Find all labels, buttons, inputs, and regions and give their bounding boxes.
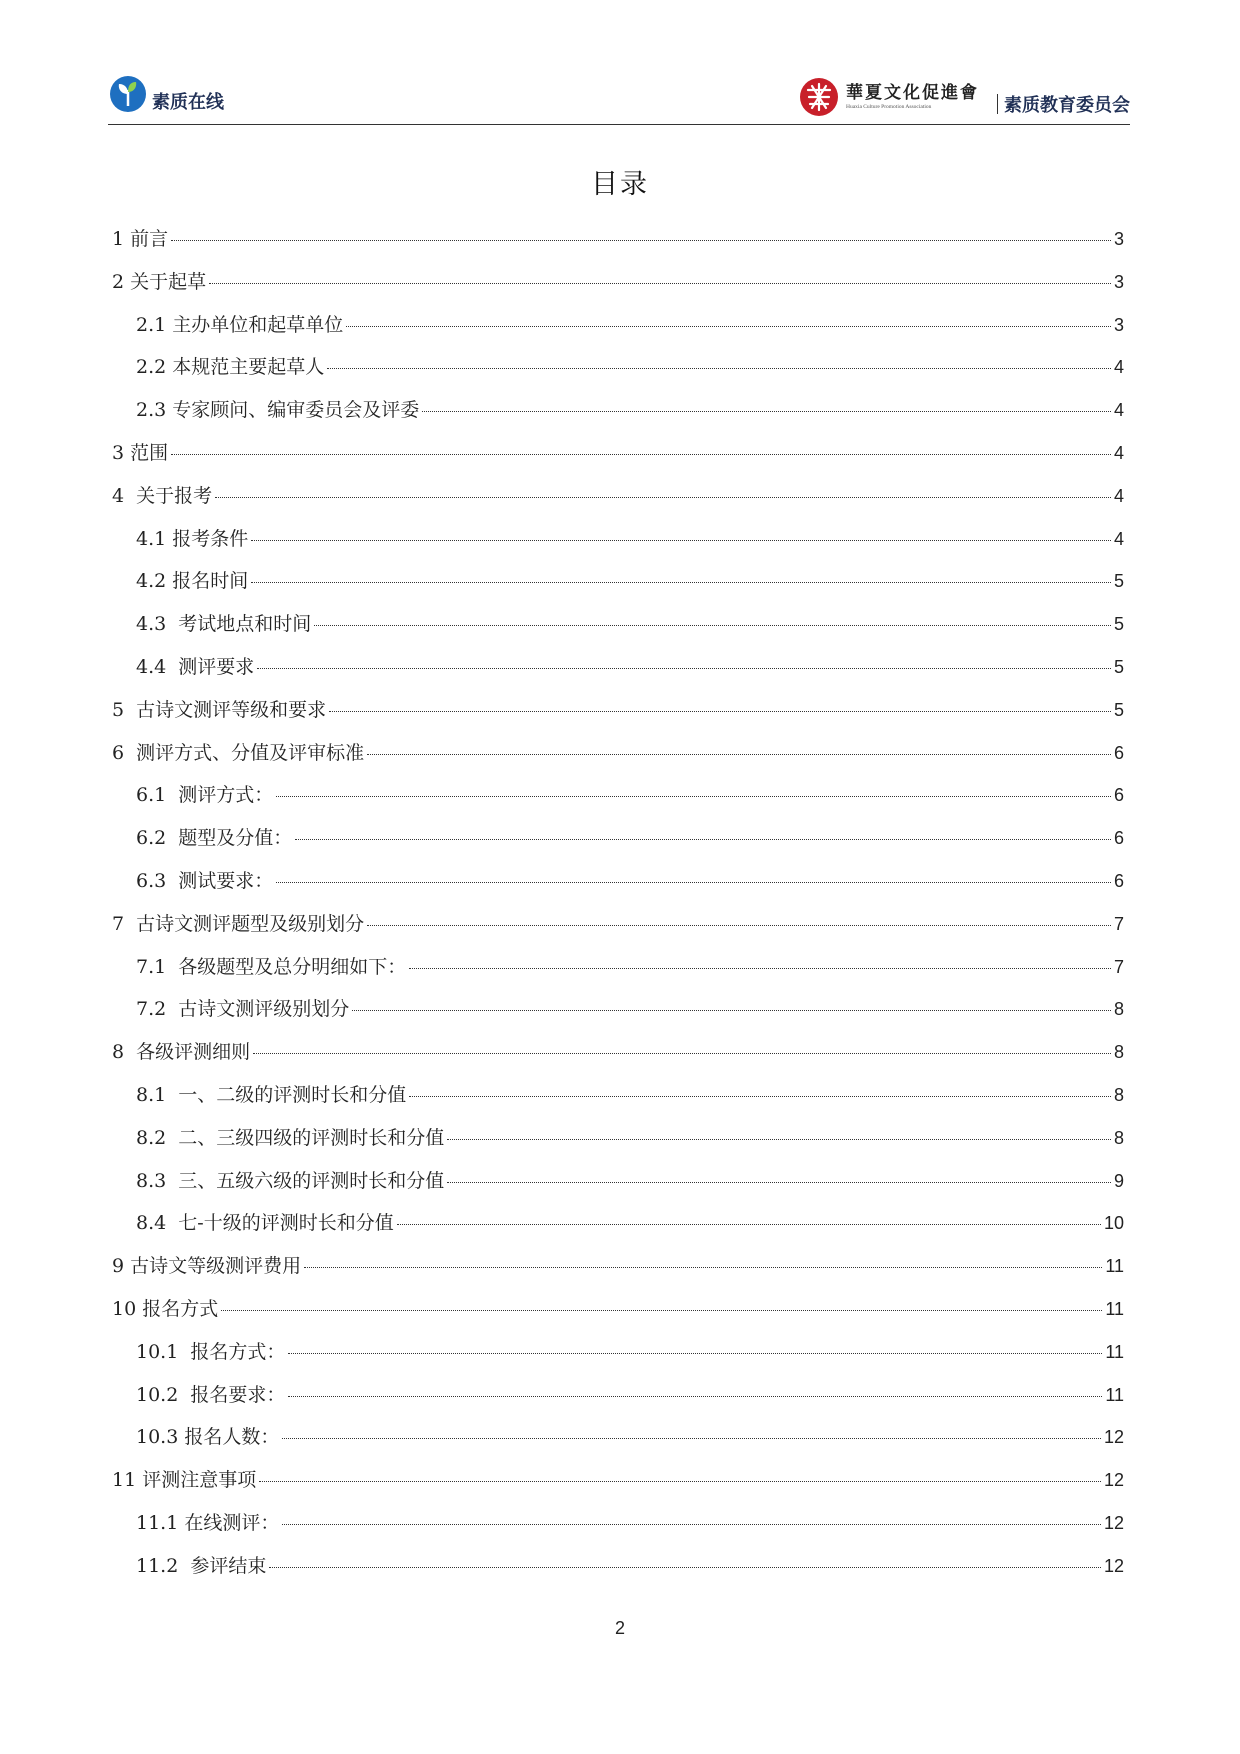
toc-entry-label: 3 范围 <box>112 441 169 464</box>
toc-entry-label: 4 关于报考 <box>112 484 213 507</box>
toc-entry-page: 6 <box>1113 870 1124 891</box>
toc-entry[interactable] <box>112 566 1124 609</box>
toc-entry-page: 6 <box>1113 742 1124 763</box>
right-brand <box>798 76 1130 118</box>
toc-entry-label: 6.3 测试要求： <box>136 869 274 892</box>
toc-entry[interactable] <box>112 1294 1124 1337</box>
toc-dot-leader <box>282 1524 1101 1525</box>
toc-entry[interactable] <box>112 1380 1124 1423</box>
association-seal-icon <box>798 76 840 118</box>
toc-entry-page: 5 <box>1113 614 1124 635</box>
toc-entry-page: 8 <box>1113 1084 1124 1105</box>
toc-entry-page: 8 <box>1113 1042 1124 1063</box>
toc-entry-label: 6 测评方式、分值及评审标准 <box>112 741 365 764</box>
toc-dot-leader <box>251 540 1111 541</box>
toc-entry-page: 3 <box>1113 229 1124 249</box>
toc-entry[interactable] <box>112 1208 1124 1251</box>
toc-dot-leader <box>269 1567 1101 1568</box>
toc-entry-page: 4 <box>1113 442 1124 463</box>
toc-entry[interactable] <box>112 267 1124 310</box>
sprout-logo-icon <box>108 74 148 114</box>
toc-entry[interactable] <box>112 438 1124 481</box>
toc-entry-page: 4 <box>1113 400 1124 421</box>
toc-entry-page: 4 <box>1113 485 1124 506</box>
toc-entry-label: 8.2 二、三级四级的评测时长和分值 <box>136 1126 445 1149</box>
toc-entry-page: 7 <box>1113 956 1124 977</box>
toc-entry[interactable] <box>112 395 1124 438</box>
toc-dot-leader <box>304 1267 1102 1268</box>
toc-entry[interactable] <box>112 1037 1124 1080</box>
page-title: 目录 <box>591 169 649 200</box>
toc-dot-leader <box>282 1438 1101 1439</box>
toc-entry-page: 9 <box>1113 1170 1124 1191</box>
toc-entry-label: 2 关于起草 <box>112 270 207 293</box>
toc-entry-page: 11 <box>1105 1384 1124 1405</box>
toc-entry-page: 11 <box>1105 1298 1124 1319</box>
toc-entry-label: 6.1 测评方式： <box>136 784 274 807</box>
toc-entry-page: 11 <box>1105 1341 1124 1362</box>
toc-entry-label: 5 古诗文测评等级和要求 <box>112 698 327 721</box>
table-of-contents <box>112 224 1124 1594</box>
toc-dot-leader <box>209 283 1111 284</box>
toc-entry-label: 2.3 专家顾问、编审委员会及评委 <box>136 399 420 422</box>
association-name-en: Huaxia Culture Promotion Association <box>846 104 932 110</box>
toc-dot-leader <box>171 454 1111 455</box>
toc-entry-label: 4.1 报考条件 <box>136 527 249 550</box>
toc-entry[interactable] <box>112 352 1124 395</box>
toc-dot-leader <box>221 1310 1102 1311</box>
toc-entry-page: 11 <box>1105 1256 1124 1277</box>
toc-entry-label: 7 古诗文测评题型及级别划分 <box>112 912 365 935</box>
toc-entry-page: 10 <box>1103 1213 1124 1234</box>
toc-entry-label: 10.1 报名方式： <box>136 1340 286 1363</box>
toc-entry[interactable] <box>112 1251 1124 1294</box>
toc-entry-label: 8.1 一、二级的评测时长和分值 <box>136 1083 407 1106</box>
toc-entry-label: 8.4 七-十级的评测时长和分值 <box>136 1212 394 1235</box>
toc-entry[interactable] <box>112 1123 1124 1166</box>
toc-entry-label: 6.2 题型及分值： <box>136 827 293 850</box>
toc-entry-label: 11 评测注意事项 <box>112 1469 257 1492</box>
toc-dot-leader <box>276 796 1111 797</box>
toc-entry-page: 4 <box>1113 357 1124 378</box>
toc-entry-label: 7.1 各级题型及总分明细如下： <box>136 955 407 978</box>
toc-dot-leader <box>288 1353 1102 1354</box>
toc-entry[interactable] <box>112 524 1124 567</box>
toc-entry-page: 6 <box>1113 785 1124 806</box>
toc-entry-page: 5 <box>1113 571 1124 592</box>
toc-entry-page: 5 <box>1113 699 1124 720</box>
toc-entry-page: 3 <box>1113 314 1124 335</box>
toc-dot-leader <box>327 368 1111 369</box>
toc-entry-label: 7.2 古诗文测评级别划分 <box>136 998 350 1021</box>
toc-entry-label: 11.2 参评结束 <box>136 1554 267 1577</box>
toc-dot-leader <box>288 1396 1102 1397</box>
page-header <box>108 72 1130 126</box>
toc-dot-leader <box>314 625 1111 626</box>
brand-name: 素质在线 <box>152 92 224 113</box>
toc-entry[interactable] <box>112 1166 1124 1209</box>
toc-entry[interactable] <box>112 823 1124 866</box>
toc-entry[interactable] <box>112 609 1124 652</box>
toc-entry-label: 4.4 测评要求 <box>136 655 255 678</box>
toc-dot-leader <box>352 1010 1111 1011</box>
toc-entry-page: 4 <box>1113 528 1124 549</box>
toc-entry-label: 9 古诗文等级测评费用 <box>112 1255 302 1278</box>
toc-entry-page: 12 <box>1103 1470 1124 1491</box>
toc-dot-leader <box>447 1182 1111 1183</box>
toc-entry-page: 12 <box>1103 1512 1124 1533</box>
toc-dot-leader <box>409 1096 1111 1097</box>
toc-entry[interactable] <box>112 994 1124 1037</box>
toc-dot-leader <box>397 1224 1101 1225</box>
toc-entry-label: 11.1 在线测评： <box>136 1511 280 1534</box>
toc-entry-label: 8.3 三、五级六级的评测时长和分值 <box>136 1169 445 1192</box>
page-number: 2 <box>614 1618 625 1638</box>
toc-entry-page: 3 <box>1113 271 1124 292</box>
header-rule <box>108 124 1130 125</box>
toc-entry[interactable] <box>112 224 1124 267</box>
toc-entry-label: 4.3 考试地点和时间 <box>136 613 312 636</box>
toc-entry[interactable] <box>112 738 1124 781</box>
toc-entry-label: 1 前言 <box>112 228 169 250</box>
committee-name: 素质教育委员会 <box>1004 95 1130 116</box>
toc-entry-label: 8 各级评测细则 <box>112 1041 251 1064</box>
toc-entry-page: 6 <box>1113 828 1124 849</box>
toc-entry[interactable] <box>112 310 1124 353</box>
toc-dot-leader <box>409 968 1111 969</box>
toc-entry-label: 10.3 报名人数： <box>136 1426 280 1449</box>
toc-dot-leader <box>329 711 1111 712</box>
toc-entry[interactable] <box>112 1422 1124 1465</box>
toc-entry[interactable] <box>112 780 1124 823</box>
toc-entry-page: 12 <box>1103 1427 1124 1448</box>
toc-entry-page: 8 <box>1113 1127 1124 1148</box>
toc-entry[interactable] <box>112 481 1124 524</box>
toc-dot-leader <box>251 582 1111 583</box>
toc-entry-label: 4.2 报名时间 <box>136 570 249 593</box>
toc-dot-leader <box>422 411 1111 412</box>
toc-entry-label: 2.1 主办单位和起草单位 <box>136 313 344 336</box>
toc-dot-leader <box>276 882 1111 883</box>
association-name: 華夏文化促進會 <box>846 83 979 103</box>
toc-entry[interactable] <box>112 1508 1124 1551</box>
toc-entry-page: 7 <box>1113 913 1124 934</box>
toc-entry-label: 10.2 报名要求： <box>136 1383 286 1406</box>
toc-entry[interactable] <box>112 909 1124 952</box>
toc-entry[interactable] <box>112 1465 1124 1508</box>
toc-dot-leader <box>367 754 1111 755</box>
toc-entry[interactable] <box>112 695 1124 738</box>
toc-entry[interactable] <box>112 866 1124 909</box>
toc-entry[interactable] <box>112 652 1124 695</box>
toc-dot-leader <box>171 240 1111 241</box>
toc-entry-page: 5 <box>1113 656 1124 677</box>
toc-dot-leader <box>295 839 1111 840</box>
toc-dot-leader <box>346 326 1111 327</box>
toc-dot-leader <box>253 1053 1111 1054</box>
toc-entry[interactable] <box>112 952 1124 995</box>
toc-entry-page: 8 <box>1113 999 1124 1020</box>
toc-entry-label: 2.2 本规范主要起草人 <box>136 356 325 379</box>
toc-dot-leader <box>257 668 1111 669</box>
toc-dot-leader <box>447 1139 1111 1140</box>
toc-dot-leader <box>215 497 1111 498</box>
toc-entry[interactable] <box>112 1551 1124 1594</box>
toc-entry-label: 10 报名方式 <box>112 1297 219 1320</box>
header-divider <box>997 94 998 114</box>
toc-dot-leader <box>259 1481 1101 1482</box>
toc-dot-leader <box>367 925 1111 926</box>
left-brand <box>108 74 224 114</box>
toc-entry[interactable] <box>112 1080 1124 1123</box>
toc-entry[interactable] <box>112 1337 1124 1380</box>
toc-entry-page: 12 <box>1103 1555 1124 1576</box>
